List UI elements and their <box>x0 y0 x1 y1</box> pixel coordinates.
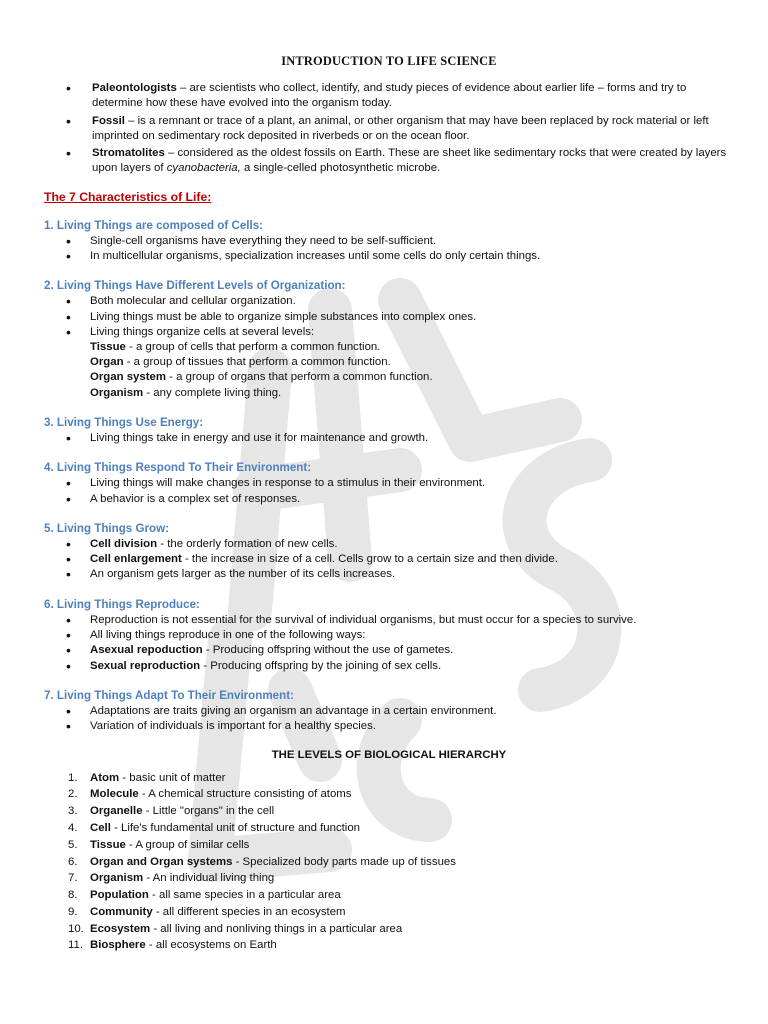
section-energy <box>44 415 734 446</box>
document-content <box>44 54 734 955</box>
list-item: • A behavior is a complex set of responses. <box>44 492 734 507</box>
list-item: • Living things organize cells at several levels: <box>44 325 734 340</box>
sub-item: Organ system - a group of organs that perform a common function. <box>90 371 433 384</box>
list-item: 5. Tissue - A group of similar cells <box>68 838 250 851</box>
list-item: 7. Organism - An individual living thing <box>68 872 275 885</box>
list-item: • Variation of individuals is important for a healthy species. <box>44 719 734 734</box>
section-respond <box>44 460 734 507</box>
list-item: • Living things take in energy and use it for maintenance and growth. <box>44 431 734 446</box>
section-grow <box>44 521 734 583</box>
section-title: 7. Living Things Adapt To Their Environment: <box>44 688 294 702</box>
list-item: 2. Molecule - A chemical structure consisting of atoms <box>68 788 352 801</box>
list-item: • In multicellular organisms, specialization increases until some cells do only certain things. <box>44 249 734 264</box>
list-item: 9. Community - all different species in an ecosystem <box>68 905 346 918</box>
list-item: 3. Organelle - Little "organs" in the cell <box>68 805 275 818</box>
section-adapt <box>44 688 734 735</box>
section-title: 2. Living Things Have Different Levels of Organization: <box>44 279 346 293</box>
list-item: • Single-cell organisms have everything they need to be self-sufficient. <box>44 234 734 249</box>
sub-item: Tissue - a group of cells that perform a common function. <box>90 341 381 354</box>
characteristics-heading: The 7 Characteristics of Life: <box>44 190 212 205</box>
section-cells <box>44 218 734 265</box>
hierarchy-heading: THE LEVELS OF BIOLOGICAL HIERARCHY <box>271 749 507 762</box>
section-title: 1. Living Things are composed of Cells: <box>44 218 264 232</box>
list-item: 6. Organ and Organ systems - Specialized body parts made up of tissues <box>68 855 456 868</box>
list-item: • Sexual reproduction - Producing offspring by the joining of sex cells. <box>44 659 734 674</box>
list-item: • Asexual repoduction - Producing offspring without the use of gametes. <box>44 643 734 658</box>
section-title: 4. Living Things Respond To Their Environment: <box>44 461 312 475</box>
list-item: • Cell division - the orderly formation of new cells. <box>44 537 734 552</box>
section-organization <box>44 278 734 401</box>
list-item: • Adaptations are traits giving an organism an advantage in a certain environment. <box>44 704 734 719</box>
list-item: • Living things will make changes in response to a stimulus in their environment. <box>44 476 734 491</box>
section-title: 5. Living Things Grow: <box>44 521 169 535</box>
list-item: 10. Ecosystem - all living and nonliving things in a particular area <box>68 922 403 935</box>
section-title: 6. Living Things Reproduce: <box>44 597 200 611</box>
list-item: 8. Population - all same species in a particular area <box>68 889 341 902</box>
list-item: • Both molecular and cellular organization. <box>44 294 734 309</box>
list-item: 11. Biosphere - all ecosystems on Earth <box>68 939 277 952</box>
list-item: • Paleontologists – are scientists who collect, identify, and study pieces of evidence about earlier life – forms and try to determine how these have evolved into the organism today. <box>44 81 734 111</box>
sub-item: Organism - any complete living thing. <box>90 386 282 399</box>
page-title: INTRODUCTION TO LIFE SCIENCE <box>281 54 497 68</box>
section-title: 3. Living Things Use Energy: <box>44 415 204 429</box>
list-item: 4. Cell - Life's fundamental unit of structure and function <box>68 821 361 834</box>
list-item: • All living things reproduce in one of the following ways: <box>44 628 734 643</box>
list-item: • Fossil – is a remnant or trace of a plant, an animal, or other organism that may have been replaced by rock material or left imprinted on sedimentary rock deposited in riverbeds or on the ocean floor. <box>44 114 734 144</box>
sub-item: Organ - a group of tissues that perform a common function. <box>90 356 391 369</box>
list-item: • Stromatolites – considered as the oldest fossils on Earth. These are sheet like sedimentary rocks that were created by layers upon layers of cyanobacteria, a single-celled photosynthetic microbe. <box>44 146 734 176</box>
list-item: • Living things must be able to organize simple substances into complex ones. <box>44 310 734 325</box>
list-item: • An organism gets larger as the number of its cells increases. <box>44 567 734 582</box>
list-item: • Reproduction is not essential for the survival of individual organisms, but must occur for a species to survive. <box>44 613 734 628</box>
section-reproduce <box>44 597 734 674</box>
intro-list <box>44 81 734 176</box>
hierarchy-list <box>44 771 734 954</box>
list-item: 1. Atom - basic unit of matter <box>68 771 226 784</box>
list-item: • Cell enlargement - the increase in size of a cell. Cells grow to a certain size and then divide. <box>44 552 734 567</box>
